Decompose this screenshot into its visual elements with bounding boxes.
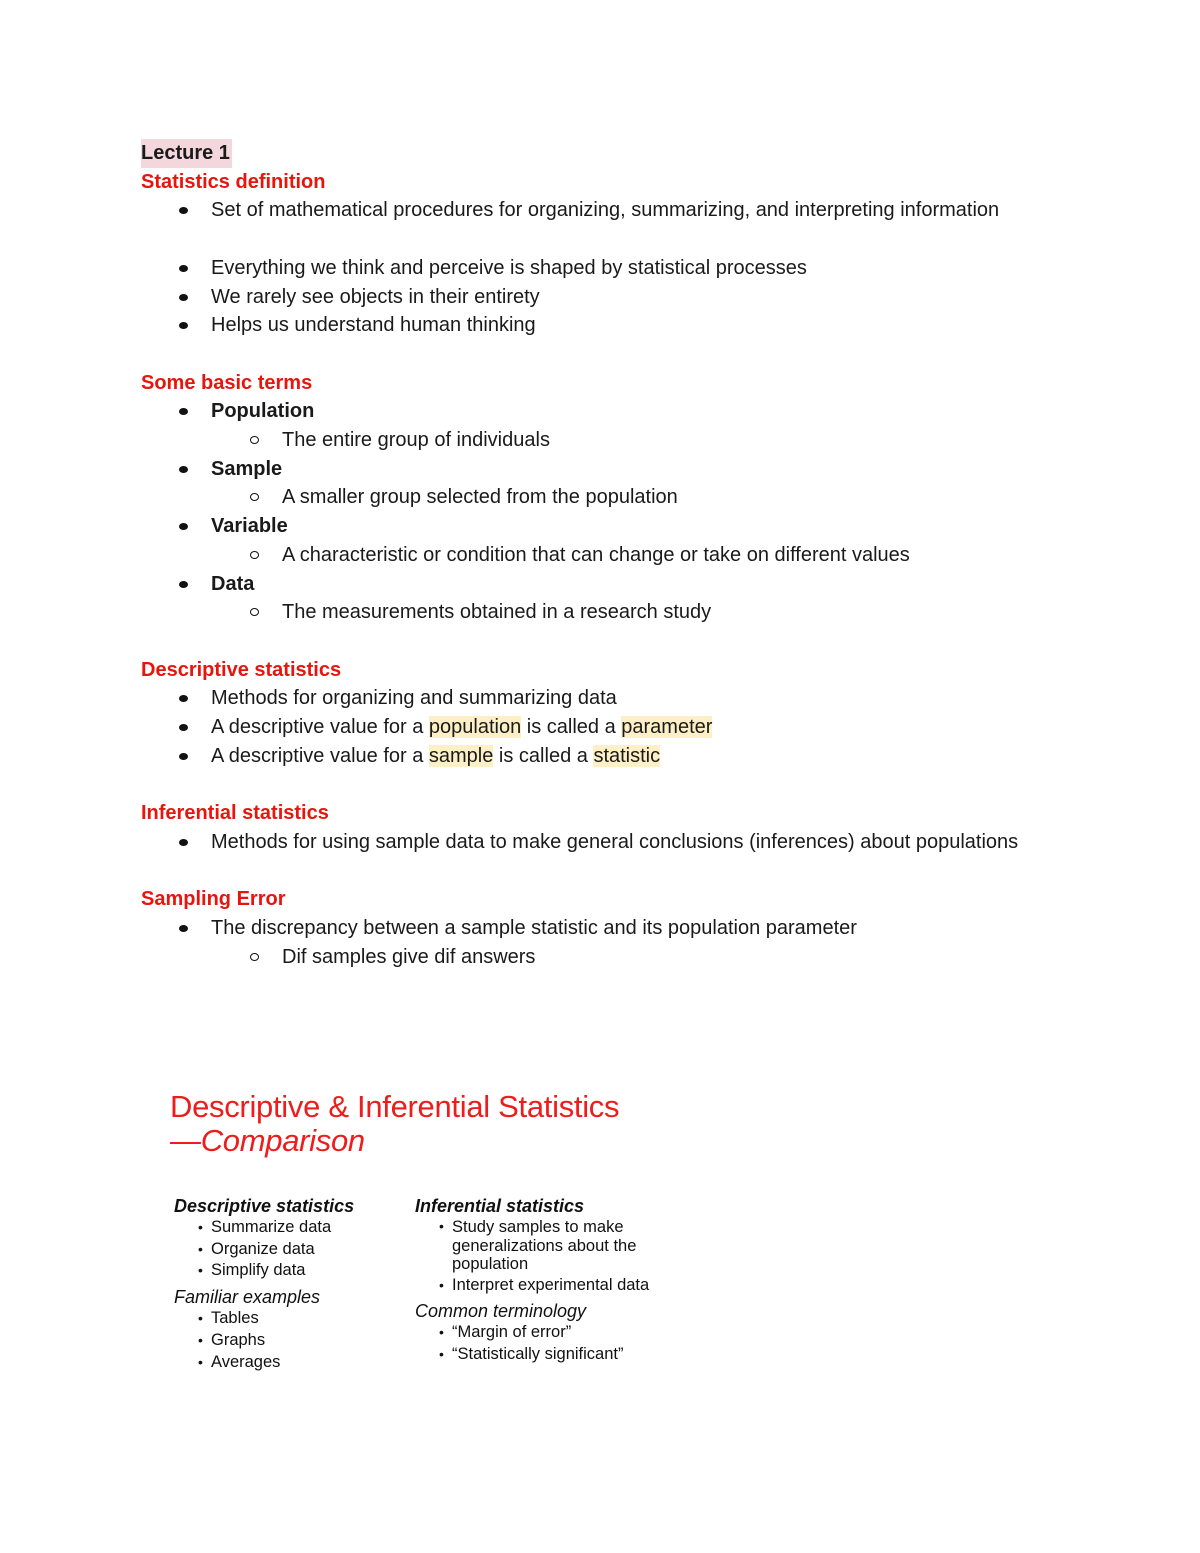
inferential-column [415,1195,675,1366]
list-item: • Study samples to make generalizations about the population [415,1217,652,1275]
column-sublist [174,1308,404,1373]
list-item: • “Margin of error” [415,1322,675,1344]
list-item: Methods for using sample data to make general conclusions (inferences) about populations [141,828,1021,857]
section-heading-basic-terms: Some basic terms [141,371,313,394]
list-item: • Summarize data [174,1217,404,1239]
descriptive-list [141,684,1021,770]
descriptive-column [174,1195,404,1373]
inferential-list [141,828,1021,857]
term-variable: Variable [141,512,1021,541]
term-definition: A characteristic or condition that can change or take on different values [141,541,1021,570]
section-heading-inferential: Inferential statistics [141,802,329,825]
text-fragment: A descriptive value for a [211,744,429,767]
column-subheading: Common terminology [415,1301,587,1322]
term-definition: The measurements obtained in a research study [141,598,1021,627]
list-item: • Graphs [174,1330,404,1352]
term-data: Data [141,570,1021,599]
highlighted-term: sample [428,744,494,767]
slide-subtitle: —Comparison [170,1123,365,1158]
list-item: Set of mathematical procedures for organizing, summarizing, and interpreting information [141,196,1021,225]
list-item: • “Statistically significant” [415,1344,675,1366]
section-heading-definition: Statistics definition [141,170,326,193]
basic-terms-list [141,397,1021,627]
column-subheading: Familiar examples [174,1287,321,1308]
list-item: • Tables [174,1308,404,1330]
highlighted-term: parameter [621,716,713,739]
list-item: • Interpret experimental data [415,1275,675,1297]
column-list [174,1217,404,1282]
text-fragment: A descriptive value for a [211,716,429,739]
sub-list-item: Dif samples give dif answers [141,943,1021,972]
term-definition: A smaller group selected from the population [141,483,1021,512]
term-sample: Sample [141,455,1021,484]
text-fragment: is called a [521,716,622,739]
list-item: Helps us understand human thinking [141,311,1021,340]
column-sublist [415,1322,675,1365]
column-list [415,1217,675,1296]
column-heading: Inferential statistics [415,1196,585,1216]
list-item: • Organize data [174,1239,404,1261]
definition-list [141,196,1021,340]
list-item: The discrepancy between a sample statistic and its population parameter [141,914,1021,943]
section-heading-sampling-error: Sampling Error [141,888,286,911]
list-item [141,742,1021,771]
list-item: • Averages [174,1352,404,1374]
list-gap [141,225,1021,254]
highlighted-term: population [428,716,522,739]
highlighted-term: statistic [593,744,661,767]
term-definition: The entire group of individuals [141,426,1021,455]
section-heading-descriptive: Descriptive statistics [141,658,342,681]
list-item: Methods for organizing and summarizing data [141,684,1021,713]
list-item: • Simplify data [174,1260,404,1282]
comparison-slide-image [170,1090,690,1390]
sampling-error-list [141,914,1021,971]
text-fragment: is called a [493,744,594,767]
document-body [141,139,1021,971]
term-population: Population [141,397,1021,426]
column-heading: Descriptive statistics [174,1196,355,1216]
list-item: We rarely see objects in their entirety [141,283,1021,312]
lecture-title: Lecture 1 [141,139,232,168]
slide-title: Descriptive & Inferential Statistics [170,1089,620,1124]
list-item: Everything we think and perceive is shaped by statistical processes [141,254,1021,283]
list-item [141,713,1021,742]
